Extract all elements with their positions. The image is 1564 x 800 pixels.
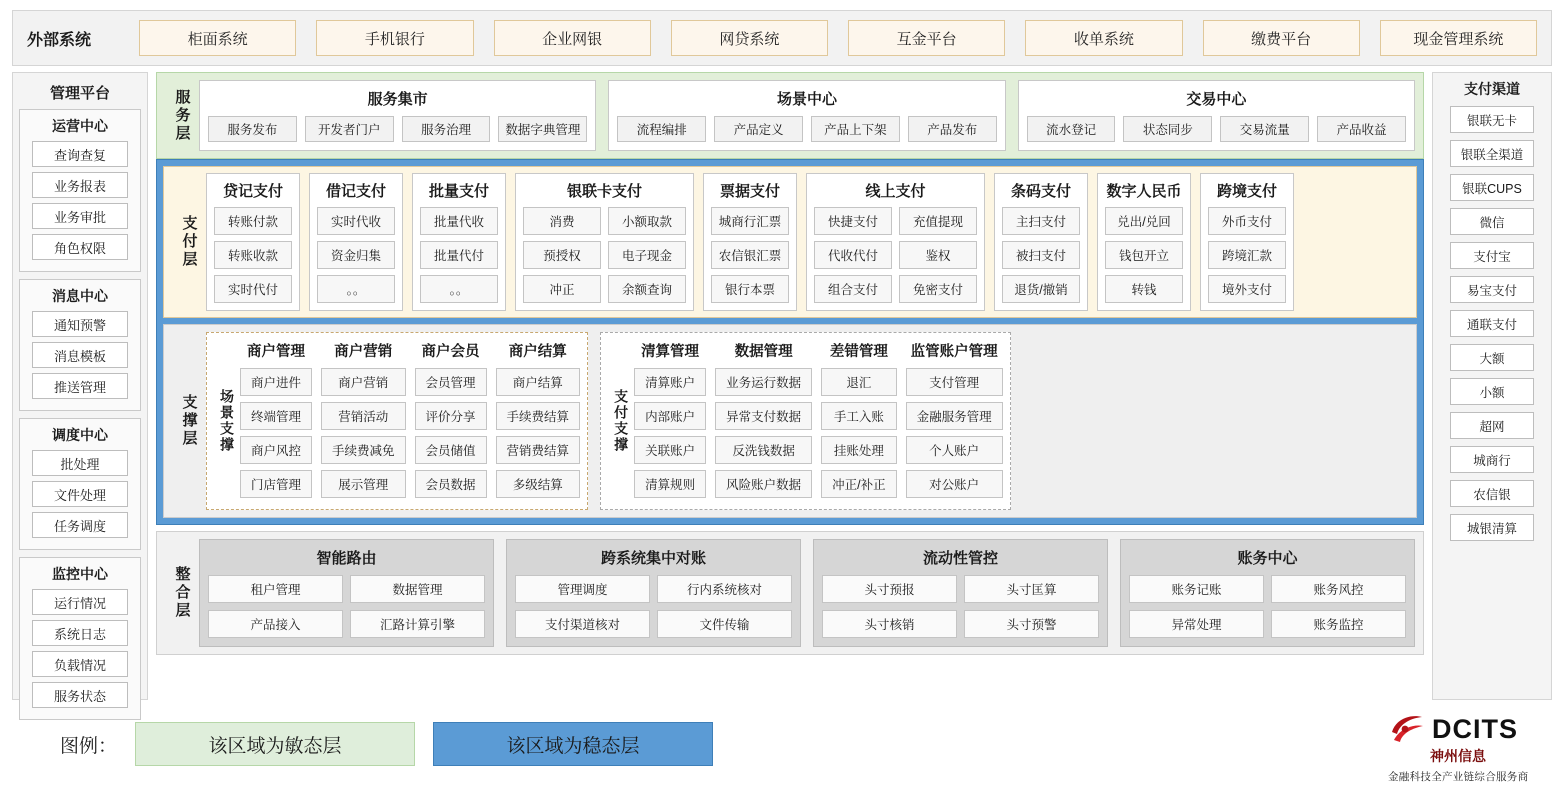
legend-label: 图例：: [60, 735, 118, 757]
external-systems-list: [139, 20, 1537, 56]
payment-group-barcode: [994, 173, 1088, 311]
support-cell[interactable]: 手续费减免: [321, 436, 406, 464]
payment-group-title: 批量支付: [428, 183, 489, 200]
integration-cell[interactable]: 头寸预报: [822, 575, 957, 603]
external-system-item[interactable]: 缴费平台: [1203, 20, 1360, 56]
payment-channel-item[interactable]: 银联CUPS: [1450, 174, 1534, 201]
service-chip[interactable]: 服务发布: [208, 116, 297, 142]
support-cell[interactable]: 内部账户: [634, 402, 706, 430]
external-systems-bar: [12, 10, 1552, 66]
company-logo: [1388, 712, 1556, 784]
support-box-tag: 场景支撑: [219, 389, 235, 453]
support-col-data: [715, 338, 812, 504]
support-cell[interactable]: 商户风控: [240, 436, 312, 464]
service-chip[interactable]: 数据字典管理: [498, 116, 587, 142]
left-group-item[interactable]: 消息模板: [32, 342, 128, 368]
service-group-marketplace: [199, 80, 596, 151]
support-cell[interactable]: 对公账户: [906, 470, 1003, 498]
left-group-item[interactable]: 业务审批: [32, 203, 128, 229]
service-chip[interactable]: 状态同步: [1123, 116, 1212, 142]
integration-group-accounting: [1120, 539, 1415, 647]
payment-channel-item[interactable]: 银联无卡: [1450, 106, 1534, 133]
payment-channel-item[interactable]: 农信银: [1450, 480, 1534, 507]
support-box-scenario: [206, 332, 588, 510]
payment-channel-item[interactable]: 超网: [1450, 412, 1534, 439]
left-group-item[interactable]: 角色权限: [32, 234, 128, 260]
support-col-title: 差错管理: [829, 344, 888, 360]
support-cell[interactable]: 反洗钱数据: [715, 436, 812, 464]
payment-group-title: 条码支付: [1010, 183, 1071, 200]
support-col-title: 商户营销: [334, 344, 393, 360]
service-group-title: 服务集市: [367, 91, 428, 108]
support-cell[interactable]: 个人账户: [906, 436, 1003, 464]
integration-cell[interactable]: 管理调度: [515, 575, 650, 603]
payment-cell[interactable]: 外币支付: [1208, 207, 1286, 235]
support-cell[interactable]: 展示管理: [321, 470, 406, 498]
left-group-item[interactable]: 文件处理: [32, 481, 128, 507]
support-cell[interactable]: 评价分享: [415, 402, 487, 430]
service-chip[interactable]: 产品定义: [714, 116, 803, 142]
service-layer: [156, 72, 1424, 159]
payment-cell[interactable]: 转账付款: [214, 207, 292, 235]
left-group-item[interactable]: 运行情况: [32, 589, 128, 615]
payment-channels-title: 支付渠道: [1464, 81, 1520, 97]
support-cell[interactable]: 关联账户: [634, 436, 706, 464]
left-group-item[interactable]: 推送管理: [32, 373, 128, 399]
support-cell[interactable]: 支付管理: [906, 368, 1003, 396]
support-col-error: [821, 338, 896, 504]
integration-cell[interactable]: 文件传输: [657, 610, 792, 638]
support-cell[interactable]: 会员储值: [415, 436, 487, 464]
support-cell[interactable]: 风险账户数据: [715, 470, 812, 498]
service-group-scenario: [608, 80, 1005, 151]
support-col-title: 监管账户管理: [910, 344, 998, 360]
support-cell[interactable]: 挂账处理: [821, 436, 896, 464]
left-group-message: [19, 279, 141, 411]
left-group-item[interactable]: 业务报表: [32, 172, 128, 198]
payment-cell[interactable]: 电子现金: [608, 241, 686, 269]
support-cell[interactable]: 清算规则: [634, 470, 706, 498]
logo-tagline: 金融科技全产业链综合服务商: [1388, 771, 1529, 783]
left-group-item[interactable]: 服务状态: [32, 682, 128, 708]
integration-group-title: 智能路由: [316, 550, 377, 567]
support-col-merchant-management: [240, 338, 312, 504]
payment-cell[interactable]: 兑出/兑回: [1105, 207, 1183, 235]
integration-cell[interactable]: 账务监控: [1271, 610, 1406, 638]
service-chip[interactable]: 产品收益: [1317, 116, 1406, 142]
left-group-item[interactable]: 批处理: [32, 450, 128, 476]
payment-cell[interactable]: 组合支付: [814, 275, 892, 303]
service-chip[interactable]: 产品上下架: [811, 116, 900, 142]
support-col-title: 商户结算: [508, 344, 567, 360]
support-cell[interactable]: 业务运行数据: [715, 368, 812, 396]
payment-group-title: 票据支付: [719, 183, 780, 200]
logo-wordmark: DCITS: [1432, 713, 1518, 744]
left-group-item[interactable]: 系统日志: [32, 620, 128, 646]
payment-cell[interactable]: 银行本票: [711, 275, 789, 303]
payment-channel-item[interactable]: 微信: [1450, 208, 1534, 235]
payment-group-credit: [206, 173, 300, 311]
support-cell[interactable]: 营销费结算: [496, 436, 581, 464]
payment-group-online: [806, 173, 985, 311]
dcits-mark-icon: [1388, 712, 1426, 746]
support-cell[interactable]: 商户结算: [496, 368, 581, 396]
payment-group-unionpay-card: [515, 173, 694, 311]
support-cell[interactable]: 手续费结算: [496, 402, 581, 430]
payment-cell[interactable]: 钱包开立: [1105, 241, 1183, 269]
service-chip[interactable]: 服务治理: [402, 116, 491, 142]
external-system-item[interactable]: 企业网银: [494, 20, 651, 56]
service-chip[interactable]: 交易流量: [1220, 116, 1309, 142]
left-group-operations: [19, 109, 141, 272]
payment-cell[interactable]: 实时代付: [214, 275, 292, 303]
integration-cell[interactable]: 产品接入: [208, 610, 343, 638]
payment-cell[interactable]: 转账收款: [214, 241, 292, 269]
integration-cell[interactable]: 账务风控: [1271, 575, 1406, 603]
left-group-item[interactable]: 任务调度: [32, 512, 128, 538]
integration-cell[interactable]: 租户管理: [208, 575, 343, 603]
support-col-clearing: [634, 338, 706, 504]
integration-group-liquidity: [813, 539, 1108, 647]
support-cell[interactable]: 清算账户: [634, 368, 706, 396]
left-group-item[interactable]: 通知预警: [32, 311, 128, 337]
support-cell[interactable]: 金融服务管理: [906, 402, 1003, 430]
integration-group-title: 账务中心: [1237, 550, 1298, 567]
external-system-item[interactable]: 手机银行: [316, 20, 473, 56]
payment-cell[interactable]: 资金归集: [317, 241, 395, 269]
support-cell[interactable]: 手工入账: [821, 402, 896, 430]
payment-cell[interactable]: 代收代付: [814, 241, 892, 269]
left-group-title: 运营中心: [52, 118, 108, 134]
logo-chinese-name: 神州信息: [1430, 748, 1486, 764]
payment-group-title: 银联卡支付: [566, 183, 642, 200]
integration-cell[interactable]: 数据管理: [350, 575, 485, 603]
payment-group-title: 跨境支付: [1216, 183, 1277, 200]
payment-cell[interactable]: 被扫支付: [1002, 241, 1080, 269]
payment-channel-item[interactable]: 大额: [1450, 344, 1534, 371]
support-col-title: 数据管理: [734, 344, 793, 360]
stable-layer-block: [156, 159, 1424, 525]
external-system-item[interactable]: 柜面系统: [139, 20, 296, 56]
integration-group-title: 跨系统集中对账: [600, 550, 706, 567]
integration-cell[interactable]: 汇路计算引擎: [350, 610, 485, 638]
support-cell[interactable]: 冲正/补正: [821, 470, 896, 498]
service-layer-tag: 服务层: [173, 88, 191, 143]
left-group-schedule: [19, 418, 141, 550]
support-col-title: 商户管理: [247, 344, 305, 360]
left-group-title: 消息中心: [52, 288, 108, 304]
payment-channel-item[interactable]: 小额: [1450, 378, 1534, 405]
left-group-item[interactable]: 查询查复: [32, 141, 128, 167]
payment-channels-panel: [1432, 72, 1552, 700]
payment-group-title: 贷记支付: [222, 183, 283, 200]
payment-cell[interactable]: 农信银汇票: [711, 241, 789, 269]
payment-cell[interactable]: 快捷支付: [814, 207, 892, 235]
legend-agile-box: 该区域为敏态层: [135, 722, 415, 766]
management-platform-panel: [12, 72, 148, 704]
payment-group-title: 数字人民币: [1106, 183, 1182, 200]
payment-layer: [163, 166, 1417, 318]
integration-cell[interactable]: 账务记账: [1129, 575, 1264, 603]
legend: [60, 722, 713, 766]
payment-cell[interactable]: 主扫支付: [1002, 207, 1080, 235]
payment-cell[interactable]: 跨境汇款: [1208, 241, 1286, 269]
payment-cell[interactable]: 批量代收: [420, 207, 498, 235]
payment-layer-tag: 支付层: [180, 215, 198, 269]
left-group-item[interactable]: 负载情况: [32, 651, 128, 677]
payment-cell[interactable]: 城商行汇票: [711, 207, 789, 235]
payment-group-digital-rmb: [1097, 173, 1191, 311]
support-col-title: 商户会员: [421, 344, 480, 360]
integration-layer: [156, 531, 1424, 655]
legend-stable-box: 该区域为稳态层: [433, 722, 713, 766]
payment-cell[interactable]: 。。: [420, 275, 498, 303]
payment-channel-item[interactable]: 银联全渠道: [1450, 140, 1534, 167]
support-cell[interactable]: 商户进件: [240, 368, 312, 396]
left-group-title: 监控中心: [52, 566, 108, 582]
external-system-item[interactable]: 收单系统: [1025, 20, 1182, 56]
integration-cell[interactable]: 行内系统核对: [657, 575, 792, 603]
payment-cell[interactable]: 。。: [317, 275, 395, 303]
support-cell[interactable]: 多级结算: [496, 470, 581, 498]
left-group-title: 调度中心: [52, 427, 108, 443]
external-system-item[interactable]: 网贷系统: [671, 20, 828, 56]
service-group-title: 交易中心: [1186, 91, 1247, 108]
center-stack: [156, 72, 1424, 655]
payment-group-title: 线上支付: [865, 183, 926, 200]
payment-cell[interactable]: 境外支付: [1208, 275, 1286, 303]
payment-cell[interactable]: 免密支付: [899, 275, 977, 303]
support-box-tag: 支付支撑: [613, 389, 630, 453]
support-layer: [163, 324, 1417, 518]
support-cell[interactable]: 商户营销: [321, 368, 406, 396]
support-col-merchant-settlement: [496, 338, 581, 504]
support-cell[interactable]: 会员数据: [415, 470, 487, 498]
integration-group-title: 流动性管控: [922, 550, 998, 567]
service-group-title: 场景中心: [776, 91, 837, 108]
support-col-title: 清算管理: [641, 344, 700, 360]
payment-cell[interactable]: 转钱: [1105, 275, 1183, 303]
payment-group-batch: [412, 173, 506, 311]
payment-cell[interactable]: 实时代收: [317, 207, 395, 235]
support-cell[interactable]: 退汇: [821, 368, 896, 396]
payment-cell[interactable]: 退货/撤销: [1002, 275, 1080, 303]
support-layer-tag: 支撑层: [180, 394, 198, 448]
integration-cell[interactable]: 异常处理: [1129, 610, 1264, 638]
payment-cell[interactable]: 余额查询: [608, 275, 686, 303]
payment-group-debit: [309, 173, 403, 311]
support-cell[interactable]: 门店管理: [240, 470, 312, 498]
service-chip[interactable]: 流水登记: [1027, 116, 1116, 142]
support-cell[interactable]: 会员管理: [415, 368, 487, 396]
support-col-merchant-marketing: [321, 338, 406, 504]
service-chip[interactable]: 开发者门户: [305, 116, 394, 142]
integration-cell[interactable]: 头寸核销: [822, 610, 957, 638]
integration-cell[interactable]: 支付渠道核对: [515, 610, 650, 638]
payment-cell[interactable]: 小额取款: [608, 207, 686, 235]
payment-channel-item[interactable]: 通联支付: [1450, 310, 1534, 337]
payment-channel-item[interactable]: 城银清算: [1450, 514, 1534, 541]
support-col-regulatory-account: [906, 338, 1003, 504]
payment-cell[interactable]: 预授权: [523, 241, 601, 269]
integration-cell[interactable]: 头寸预警: [964, 610, 1099, 638]
support-col-merchant-member: [415, 338, 487, 504]
payment-cell[interactable]: 鉴权: [899, 241, 977, 269]
payment-cell[interactable]: 批量代付: [420, 241, 498, 269]
payment-cell[interactable]: 冲正: [523, 275, 601, 303]
service-group-transaction: [1018, 80, 1415, 151]
integration-layer-tag: 整合层: [173, 566, 191, 620]
external-system-item[interactable]: 互金平台: [848, 20, 1005, 56]
payment-group-draft: [703, 173, 797, 311]
payment-cell[interactable]: 消费: [523, 207, 601, 235]
payment-channel-item[interactable]: 易宝支付: [1450, 276, 1534, 303]
integration-group-reconciliation: [506, 539, 801, 647]
support-cell[interactable]: 营销活动: [321, 402, 406, 430]
support-box-payment: [600, 332, 1011, 510]
support-cell[interactable]: 异常支付数据: [715, 402, 812, 430]
payment-group-cross-border: [1200, 173, 1294, 311]
service-chip[interactable]: 产品发布: [908, 116, 997, 142]
payment-group-title: 借记支付: [325, 183, 386, 200]
management-platform-title: 管理平台: [49, 85, 110, 102]
left-group-monitor: [19, 557, 141, 720]
external-system-item[interactable]: 现金管理系统: [1380, 20, 1537, 56]
integration-group-smart-routing: [199, 539, 494, 647]
payment-channel-item[interactable]: 城商行: [1450, 446, 1534, 473]
service-chip[interactable]: 流程编排: [617, 116, 706, 142]
payment-cell[interactable]: 充值提现: [899, 207, 977, 235]
integration-cell[interactable]: 头寸匡算: [964, 575, 1099, 603]
payment-channel-item[interactable]: 支付宝: [1450, 242, 1534, 269]
external-systems-title: 外部系统: [27, 31, 92, 49]
support-cell[interactable]: 终端管理: [240, 402, 312, 430]
